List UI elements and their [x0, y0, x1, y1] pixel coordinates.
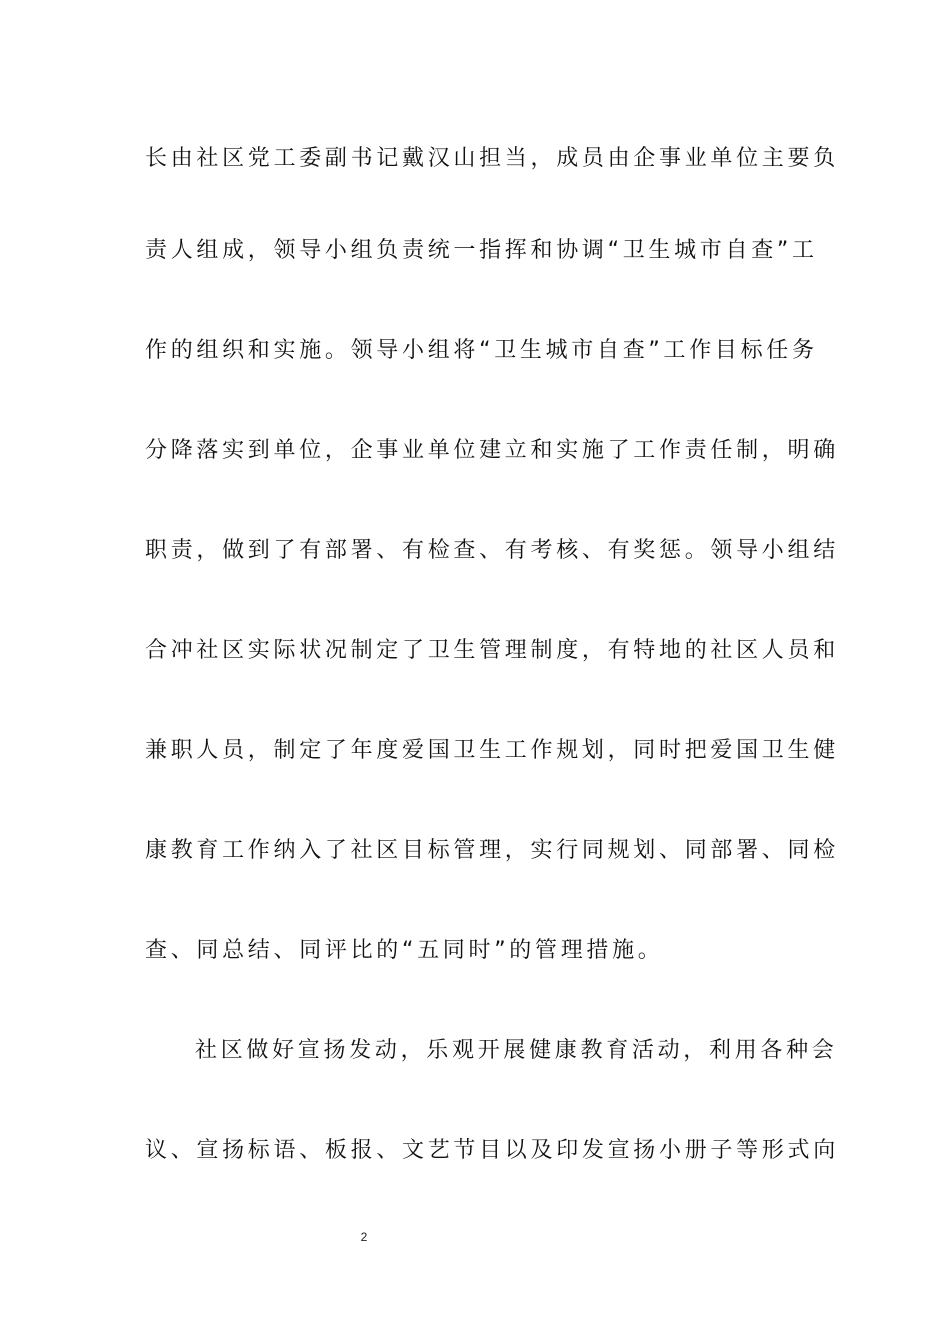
paragraph-line: 康教育工作纳入了社区目标管理，实行同规划、同部署、同检	[145, 838, 839, 863]
paragraph-line: 社区做好宣扬发动，乐观开展健康教育活动，利用各种会	[195, 1038, 838, 1063]
paragraph-line: 责人组成，领导小组负责统一指挥和协调“卫生城市自查”工	[145, 238, 818, 263]
page-number: 2	[360, 1230, 368, 1244]
paragraph-line: 查、同总结、同评比的“五同时”的管理措施。	[145, 938, 664, 963]
paragraph-line: 分降落实到单位，企事业单位建立和实施了工作责任制，明确	[145, 438, 839, 463]
paragraph-line: 议、宣扬标语、板报、文艺节目以及印发宣扬小册子等形式向	[145, 1138, 839, 1163]
paragraph-line: 兼职人员，制定了年度爱国卫生工作规划，同时把爱国卫生健	[145, 738, 839, 763]
paragraph-line: 长由社区党工委副书记戴汉山担当，成员由企事业单位主要负	[145, 146, 839, 171]
paragraph-line: 合冲社区实际状况制定了卫生管理制度，有特地的社区人员和	[145, 638, 839, 663]
paragraph-line: 作的组织和实施。领导小组将“卫生城市自查”工作目标任务	[145, 338, 818, 363]
paragraph-line: 职责，做到了有部署、有检查、有考核、有奖惩。领导小组结	[145, 538, 839, 563]
